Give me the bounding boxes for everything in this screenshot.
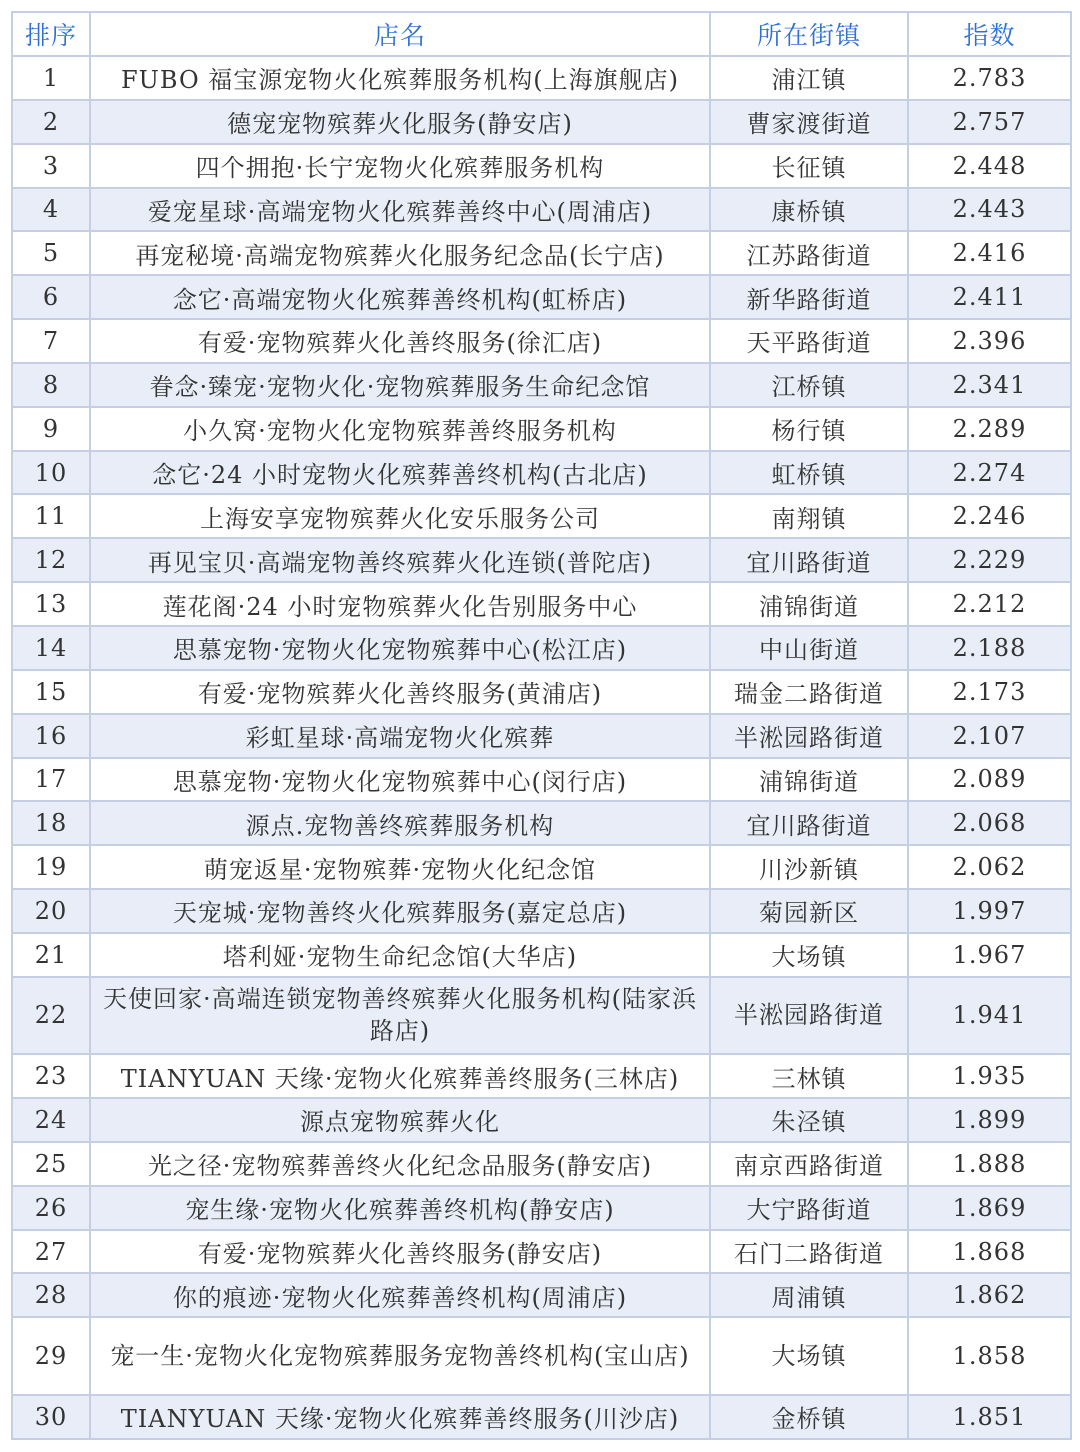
table-row xyxy=(12,1186,1071,1230)
cell-rank: 1 xyxy=(12,56,90,100)
header-row xyxy=(12,12,1071,56)
table-row xyxy=(12,1142,1071,1186)
cell-rank: 27 xyxy=(12,1230,90,1274)
cell-store-name: 爱宠星球·高端宠物火化殡葬善终中心(周浦店) xyxy=(90,188,710,232)
cell-rank: 6 xyxy=(12,275,90,319)
cell-town: 石门二路街道 xyxy=(710,1230,908,1274)
cell-rank: 22 xyxy=(12,977,90,1055)
header-town: 所在街镇 xyxy=(710,12,908,56)
cell-index: 2.341 xyxy=(908,363,1071,407)
table-row xyxy=(12,100,1071,144)
cell-index: 1.858 xyxy=(908,1317,1071,1395)
table-row xyxy=(12,319,1071,363)
cell-store-name: FUBO 福宝源宠物火化殡葬服务机构(上海旗舰店) xyxy=(90,56,710,100)
cell-index: 2.443 xyxy=(908,188,1071,232)
cell-store-name: 眷念·臻宠·宠物火化·宠物殡葬服务生命纪念馆 xyxy=(90,363,710,407)
cell-store-name: 有爱·宠物殡葬火化善终服务(静安店) xyxy=(90,1230,710,1274)
cell-store-name: 念它·24 小时宠物火化殡葬善终机构(古北店) xyxy=(90,451,710,495)
cell-store-name: 源点宠物殡葬火化 xyxy=(90,1098,710,1142)
table-row xyxy=(12,407,1071,451)
cell-town: 朱泾镇 xyxy=(710,1098,908,1142)
cell-index: 2.212 xyxy=(908,582,1071,626)
cell-town: 周浦镇 xyxy=(710,1273,908,1317)
table-row xyxy=(12,275,1071,319)
table-row xyxy=(12,363,1071,407)
cell-index: 1.899 xyxy=(908,1098,1071,1142)
cell-town: 三林镇 xyxy=(710,1054,908,1098)
table-row xyxy=(12,977,1071,1055)
cell-town: 金桥镇 xyxy=(710,1395,908,1439)
cell-index: 2.173 xyxy=(908,670,1071,714)
cell-index: 2.089 xyxy=(908,758,1071,802)
cell-store-name: TIANYUAN 天缘·宠物火化殡葬善终服务(三林店) xyxy=(90,1054,710,1098)
cell-store-name: 彩虹星球·高端宠物火化殡葬 xyxy=(90,714,710,758)
cell-rank: 19 xyxy=(12,845,90,889)
cell-rank: 5 xyxy=(12,231,90,275)
cell-store-name: 德宠宠物殡葬火化服务(静安店) xyxy=(90,100,710,144)
cell-rank: 29 xyxy=(12,1317,90,1395)
cell-store-name: 宠生缘·宠物火化殡葬善终机构(静安店) xyxy=(90,1186,710,1230)
cell-town: 宜川路街道 xyxy=(710,538,908,582)
cell-town: 菊园新区 xyxy=(710,889,908,933)
cell-rank: 15 xyxy=(12,670,90,714)
cell-index: 2.757 xyxy=(908,100,1071,144)
cell-store-name: 四个拥抱·长宁宠物火化殡葬服务机构 xyxy=(90,144,710,188)
cell-index: 2.229 xyxy=(908,538,1071,582)
cell-store-name: 莲花阁·24 小时宠物殡葬火化告别服务中心 xyxy=(90,582,710,626)
cell-rank: 3 xyxy=(12,144,90,188)
table-row xyxy=(12,1317,1071,1395)
cell-store-name: 天宠城·宠物善终火化殡葬服务(嘉定总店) xyxy=(90,889,710,933)
cell-rank: 23 xyxy=(12,1054,90,1098)
cell-index: 2.289 xyxy=(908,407,1071,451)
cell-store-name: 再见宝贝·高端宠物善终殡葬火化连锁(普陀店) xyxy=(90,538,710,582)
table-row xyxy=(12,1054,1071,1098)
cell-rank: 18 xyxy=(12,801,90,845)
cell-store-name: 源点.宠物善终殡葬服务机构 xyxy=(90,801,710,845)
table-row xyxy=(12,451,1071,495)
cell-index: 2.411 xyxy=(908,275,1071,319)
cell-store-name: 萌宠返星·宠物殡葬·宠物火化纪念馆 xyxy=(90,845,710,889)
cell-town: 江苏路街道 xyxy=(710,231,908,275)
table-row xyxy=(12,670,1071,714)
cell-rank: 7 xyxy=(12,319,90,363)
cell-store-name: 你的痕迹·宠物火化殡葬善终机构(周浦店) xyxy=(90,1273,710,1317)
cell-store-name: 有爱·宠物殡葬火化善终服务(徐汇店) xyxy=(90,319,710,363)
cell-store-name: 宠一生·宠物火化宠物殡葬服务宠物善终机构(宝山店) xyxy=(90,1317,710,1395)
cell-index: 1.869 xyxy=(908,1186,1071,1230)
table-row xyxy=(12,933,1071,977)
table-row xyxy=(12,538,1071,582)
cell-town: 长征镇 xyxy=(710,144,908,188)
cell-town: 江桥镇 xyxy=(710,363,908,407)
header-index: 指数 xyxy=(908,12,1071,56)
cell-rank: 14 xyxy=(12,626,90,670)
header-name: 店名 xyxy=(90,12,710,56)
table-row xyxy=(12,1098,1071,1142)
cell-town: 中山街道 xyxy=(710,626,908,670)
ranking-table xyxy=(11,11,1072,1440)
cell-store-name: 上海安享宠物殡葬火化安乐服务公司 xyxy=(90,494,710,538)
cell-rank: 9 xyxy=(12,407,90,451)
table-row xyxy=(12,845,1071,889)
cell-index: 2.448 xyxy=(908,144,1071,188)
cell-rank: 2 xyxy=(12,100,90,144)
cell-index: 2.783 xyxy=(908,56,1071,100)
cell-store-name: 再宠秘境·高端宠物殡葬火化服务纪念品(长宁店) xyxy=(90,231,710,275)
cell-store-name: TIANYUAN 天缘·宠物火化殡葬善终服务(川沙店) xyxy=(90,1395,710,1439)
cell-town: 浦锦街道 xyxy=(710,582,908,626)
table-row xyxy=(12,231,1071,275)
cell-rank: 16 xyxy=(12,714,90,758)
cell-rank: 25 xyxy=(12,1142,90,1186)
cell-index: 2.246 xyxy=(908,494,1071,538)
cell-store-name: 塔利娅·宠物生命纪念馆(大华店) xyxy=(90,933,710,977)
cell-town: 大宁路街道 xyxy=(710,1186,908,1230)
cell-rank: 10 xyxy=(12,451,90,495)
cell-rank: 13 xyxy=(12,582,90,626)
table-row xyxy=(12,582,1071,626)
cell-rank: 24 xyxy=(12,1098,90,1142)
cell-town: 半淞园路街道 xyxy=(710,977,908,1055)
table-row xyxy=(12,889,1071,933)
table-row xyxy=(12,494,1071,538)
cell-index: 1.935 xyxy=(908,1054,1071,1098)
table-row xyxy=(12,714,1071,758)
cell-store-name: 光之径·宠物殡葬善终火化纪念品服务(静安店) xyxy=(90,1142,710,1186)
cell-town: 半淞园路街道 xyxy=(710,714,908,758)
cell-index: 2.274 xyxy=(908,451,1071,495)
cell-store-name: 思慕宠物·宠物火化宠物殡葬中心(闵行店) xyxy=(90,758,710,802)
table-row xyxy=(12,1230,1071,1274)
cell-town: 川沙新镇 xyxy=(710,845,908,889)
cell-town: 南京西路街道 xyxy=(710,1142,908,1186)
table-row xyxy=(12,1273,1071,1317)
cell-town: 浦江镇 xyxy=(710,56,908,100)
cell-rank: 30 xyxy=(12,1395,90,1439)
cell-town: 康桥镇 xyxy=(710,188,908,232)
cell-rank: 12 xyxy=(12,538,90,582)
cell-town: 大场镇 xyxy=(710,1317,908,1395)
cell-town: 天平路街道 xyxy=(710,319,908,363)
cell-town: 浦锦街道 xyxy=(710,758,908,802)
cell-rank: 8 xyxy=(12,363,90,407)
table-row xyxy=(12,1395,1071,1439)
cell-town: 杨行镇 xyxy=(710,407,908,451)
cell-store-name: 小久窝·宠物火化宠物殡葬善终服务机构 xyxy=(90,407,710,451)
cell-store-name: 念它·高端宠物火化殡葬善终机构(虹桥店) xyxy=(90,275,710,319)
cell-index: 1.868 xyxy=(908,1230,1071,1274)
cell-rank: 21 xyxy=(12,933,90,977)
table-row xyxy=(12,758,1071,802)
table-row xyxy=(12,56,1071,100)
header-rank: 排序 xyxy=(12,12,90,56)
cell-index: 2.068 xyxy=(908,801,1071,845)
table-body xyxy=(12,56,1071,1439)
cell-rank: 17 xyxy=(12,758,90,802)
cell-index: 2.396 xyxy=(908,319,1071,363)
cell-town: 南翔镇 xyxy=(710,494,908,538)
cell-index: 1.941 xyxy=(908,977,1071,1055)
cell-index: 2.416 xyxy=(908,231,1071,275)
cell-rank: 26 xyxy=(12,1186,90,1230)
cell-index: 1.967 xyxy=(908,933,1071,977)
cell-index: 1.997 xyxy=(908,889,1071,933)
cell-index: 1.851 xyxy=(908,1395,1071,1439)
cell-rank: 11 xyxy=(12,494,90,538)
cell-rank: 28 xyxy=(12,1273,90,1317)
table-row xyxy=(12,188,1071,232)
cell-index: 2.107 xyxy=(908,714,1071,758)
cell-town: 大场镇 xyxy=(710,933,908,977)
cell-store-name: 有爱·宠物殡葬火化善终服务(黄浦店) xyxy=(90,670,710,714)
cell-town: 曹家渡街道 xyxy=(710,100,908,144)
table-row xyxy=(12,626,1071,670)
table-row xyxy=(12,144,1071,188)
cell-index: 2.062 xyxy=(908,845,1071,889)
cell-town: 瑞金二路街道 xyxy=(710,670,908,714)
cell-town: 宜川路街道 xyxy=(710,801,908,845)
table-row xyxy=(12,801,1071,845)
cell-town: 新华路街道 xyxy=(710,275,908,319)
cell-town: 虹桥镇 xyxy=(710,451,908,495)
cell-index: 1.862 xyxy=(908,1273,1071,1317)
cell-rank: 20 xyxy=(12,889,90,933)
cell-store-name: 天使回家·高端连锁宠物善终殡葬火化服务机构(陆家浜路店) xyxy=(90,977,710,1055)
cell-store-name: 思慕宠物·宠物火化宠物殡葬中心(松江店) xyxy=(90,626,710,670)
cell-rank: 4 xyxy=(12,188,90,232)
cell-index: 2.188 xyxy=(908,626,1071,670)
cell-index: 1.888 xyxy=(908,1142,1071,1186)
